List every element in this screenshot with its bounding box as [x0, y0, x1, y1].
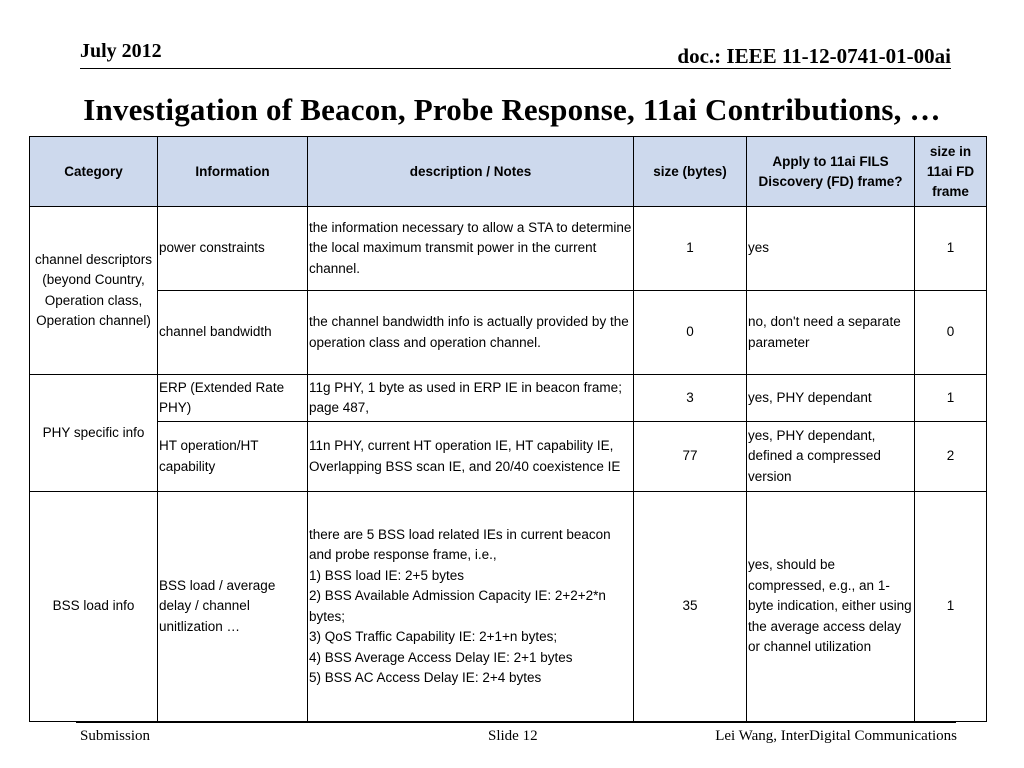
- description-line: 2) BSS Available Admission Capacity IE: 2+2+2*n bytes;: [309, 588, 606, 624]
- size-cell: 1: [634, 207, 747, 291]
- table-row: [30, 375, 987, 422]
- apply-cell: yes, PHY dependant: [747, 375, 915, 422]
- description-cell: the channel bandwidth info is actually provided by the operation class and operation channel.: [308, 291, 634, 375]
- size-cell: 77: [634, 422, 747, 492]
- table-row: [30, 422, 987, 492]
- description-line: 1) BSS load IE: 2+5 bytes: [309, 567, 464, 583]
- information-cell: BSS load / average delay / channel unitlization …: [158, 492, 308, 722]
- description-line: 5) BSS AC Access Delay IE: 2+4 bytes: [309, 670, 542, 685]
- header-fd-size: size in 11ai FD frame: [915, 137, 987, 207]
- apply-cell: yes: [747, 207, 915, 291]
- category-cell: PHY specific info: [30, 375, 158, 492]
- footer-submission: Submission: [80, 728, 151, 744]
- header-description: description / Notes: [308, 137, 634, 207]
- description-line: 4) BSS Average Access Delay IE: 2+1 bytes: [309, 649, 573, 665]
- description-cell: [308, 492, 634, 722]
- header-size: size (bytes): [634, 137, 747, 207]
- header-information: Information: [158, 137, 308, 207]
- apply-cell: yes, should be compressed, e.g., an 1-byte indication, either using the average access delay or channel utilization: [747, 492, 915, 722]
- header-category: Category: [30, 137, 158, 207]
- slide-title: Investigation of Beacon, Probe Response, 11ai Contributions, …: [83, 92, 941, 127]
- description-cell: 11n PHY, current HT operation IE, HT capability IE, Overlapping BSS scan IE, and 20/40 coexistence IE: [308, 422, 634, 492]
- fd-size-cell: 1: [915, 207, 987, 291]
- size-cell: 3: [634, 375, 747, 422]
- footer-slide-number: Slide 12: [488, 728, 538, 744]
- footer-divider: [76, 722, 956, 723]
- header-date: July 2012: [80, 40, 162, 62]
- category-cell: BSS load info: [30, 492, 158, 722]
- fd-size-cell: 1: [915, 375, 987, 422]
- description-line: there are 5 BSS load related IEs in current beacon and probe response frame, i.e.,: [309, 526, 611, 562]
- apply-cell: no, don't need a separate parameter: [747, 291, 915, 375]
- header-doc-id: doc.: IEEE 11-12-0741-01-00ai: [677, 44, 951, 68]
- investigation-table: [29, 136, 987, 722]
- information-cell: HT operation/HT capability: [158, 422, 308, 492]
- category-cell: channel descriptors (beyond Country, Operation class, Operation channel): [30, 207, 158, 375]
- description-cell: the information necessary to allow a STA to determine the local maximum transmit power in the current channel.: [308, 207, 634, 291]
- fd-size-cell: 2: [915, 422, 987, 492]
- apply-cell: yes, PHY dependant, defined a compressed version: [747, 422, 915, 492]
- description-line: 3) QoS Traffic Capability IE: 2+1+n bytes;: [309, 629, 558, 644]
- information-cell: ERP (Extended Rate PHY): [158, 375, 308, 422]
- information-cell: power constraints: [158, 207, 308, 291]
- footer-author: Lei Wang, InterDigital Communications: [715, 728, 957, 744]
- fd-size-cell: 1: [915, 492, 987, 722]
- size-cell: 0: [634, 291, 747, 375]
- header-divider: [80, 68, 951, 69]
- table-header-row: [30, 137, 987, 207]
- table-row: [30, 291, 987, 375]
- table-row: [30, 492, 987, 722]
- description-cell: 11g PHY, 1 byte as used in ERP IE in beacon frame; page 487,: [308, 375, 634, 422]
- header-apply-fd: Apply to 11ai FILS Discovery (FD) frame?: [747, 137, 915, 207]
- size-cell: 35: [634, 492, 747, 722]
- table-row: [30, 207, 987, 291]
- fd-size-cell: 0: [915, 291, 987, 375]
- information-cell: channel bandwidth: [158, 291, 308, 375]
